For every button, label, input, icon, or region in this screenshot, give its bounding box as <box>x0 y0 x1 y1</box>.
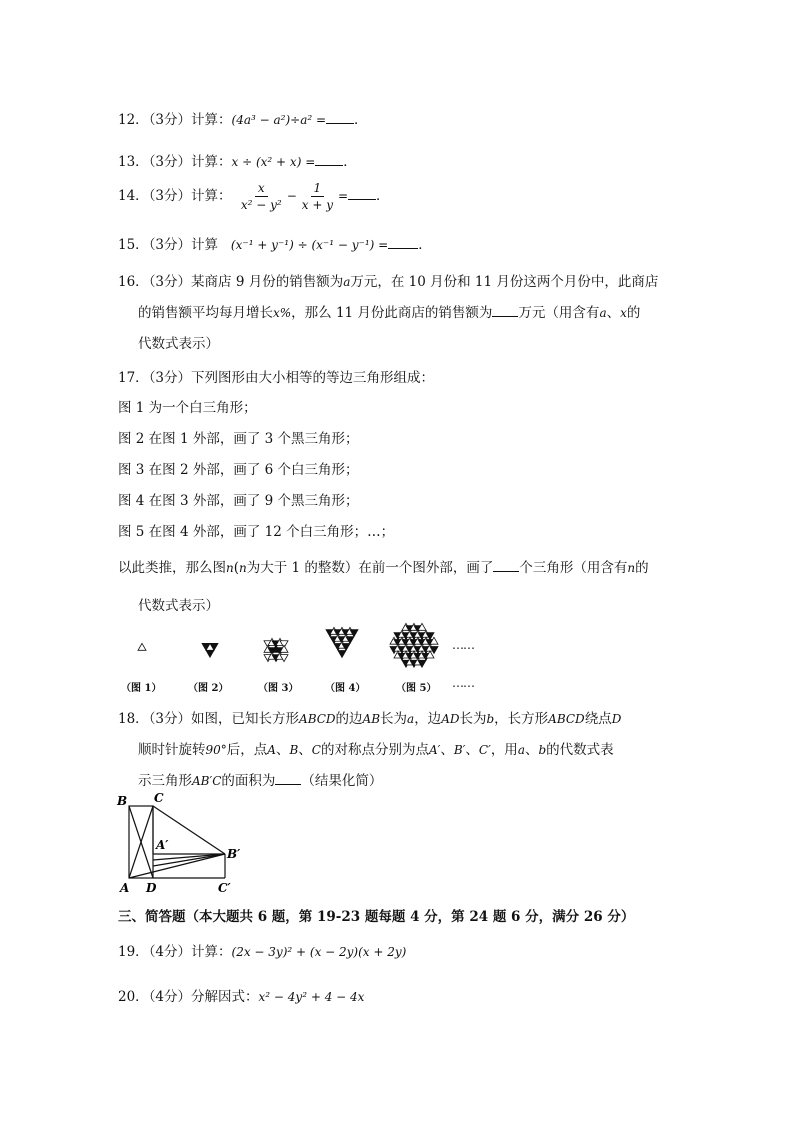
answer-blank[interactable] <box>388 236 418 249</box>
section-3-title: 三、简答题（本大题共 6 题，第 19-23 题每题 4 分，第 24 题 6 分，满分 26 分） <box>118 909 635 925</box>
question-18-line-3: 示三角形AB′C的面积为 （结果化简） <box>138 773 383 789</box>
q12-expression: (4a³ − a²)÷a² = <box>231 113 327 127</box>
answer-blank[interactable] <box>492 304 518 317</box>
label-b1: B′ <box>227 847 241 861</box>
answer-blank[interactable] <box>348 187 376 200</box>
question-20: 20．（4分）分解因式：x² − 4y² + 4 − 4x <box>118 989 365 1005</box>
question-17: 17．（3分）下列图形由大小相等的等边三角形组成： <box>118 370 435 386</box>
triangle-pattern-figures <box>120 622 500 680</box>
answer-blank[interactable] <box>326 111 354 124</box>
question-16: 16．（3分）某商店 9 月份的销售额为a万元，在 10 月份和 11 月份这两个月份中，此商店 <box>118 274 659 290</box>
q17-line-3: 图 3 在图 2 外部，画了 6 个白三角形； <box>118 462 359 478</box>
fraction-2: $\frac{1}{x + y}$ <box>301 181 333 212</box>
label-c: C <box>154 791 164 805</box>
figure-label-5: （图 5） <box>396 683 437 694</box>
fig1-white-triangle <box>138 643 146 650</box>
figure-label-3: （图 3） <box>258 683 299 694</box>
segment-b1-mid-1 <box>153 854 225 866</box>
fig2-black-triangle <box>206 650 214 657</box>
fig4-triangle <box>338 650 346 657</box>
question-18-line-2: 顺时针旋转90°后，点A、B、C的对称点分别为点A′、B′、C′，用a、b的代数式表 <box>138 742 614 758</box>
question-19: 19．（4分）计算：(2x − 3y)² + (x − 2y)(x + 2y) <box>118 944 407 960</box>
question-15: 15．（3分）计算 (x⁻¹ + y⁻¹) ÷ (x⁻¹ − y⁻¹) = ． <box>118 237 432 253</box>
question-12: 12．（3分）计算：(4a³ − a²)÷a² = ． <box>118 112 368 128</box>
q19-expression: (2x − 3y)² + (x − 2y)(x + 2y) <box>231 945 407 959</box>
question-18: 18．（3分）如图，已知长方形ABCD的边AB长为a，边AD长为b，长方形ABCD绕点D <box>118 711 622 727</box>
answer-blank[interactable] <box>315 153 343 166</box>
ellipsis-labels: …… <box>452 676 474 690</box>
label-d: D <box>146 881 157 895</box>
answer-blank[interactable] <box>493 559 519 572</box>
label-a: A <box>120 881 130 895</box>
figure-label-4: （图 4） <box>325 683 366 694</box>
q17-line-1: 图 1 为一个白三角形； <box>118 400 257 416</box>
label-a1: A′ <box>156 838 169 852</box>
question-14: 14．（3分）计算： $\frac{x}{\text{x² − y²}}$ − $\frac{1}{x + y}$ = ． <box>118 181 390 212</box>
question-16-line-2: 的销售额平均每月增长x%，那么 11 月份此商店的销售额为 万元（用含有a、x的 <box>138 305 641 321</box>
q17-conclusion: 以此类推，那么图n(n为大于 1 的整数）在前一个图外部，画了 个三角形（用含有n的 <box>118 560 649 576</box>
ellipsis-figures: …… <box>452 638 474 652</box>
q17-conclusion-line-2: 代数式表示） <box>138 598 219 614</box>
label-b: B <box>117 794 128 808</box>
q17-line-2: 图 2 在图 1 外部，画了 3 个黑三角形； <box>118 431 359 447</box>
q13-expression: x ÷ (x² + x) = <box>231 155 316 169</box>
figure-label-2: （图 2） <box>188 683 229 694</box>
label-c1: C′ <box>218 881 231 895</box>
question-16-line-3: 代数式表示） <box>138 336 219 352</box>
answer-blank[interactable] <box>275 772 301 785</box>
triangle-figures-group <box>138 623 438 667</box>
question-13: 13．（3分）计算：x ÷ (x² + x) = ． <box>118 154 357 170</box>
q15-expression: (x⁻¹ + y⁻¹) ÷ (x⁻¹ − y⁻¹) = <box>230 238 389 252</box>
q17-line-4: 图 4 在图 3 外部，画了 9 个黑三角形； <box>118 493 359 509</box>
figure-label-1: （图 1） <box>121 683 162 694</box>
fraction-1: $\frac{x}{\text{x² − y²}}$ <box>240 181 282 212</box>
q20-expression: x² − 4y² + 4 − 4x <box>258 990 365 1004</box>
rectangle-rotation-figure <box>112 790 252 898</box>
q17-line-5: 图 5 在图 4 外部，画了 12 个白三角形；…； <box>118 524 395 540</box>
